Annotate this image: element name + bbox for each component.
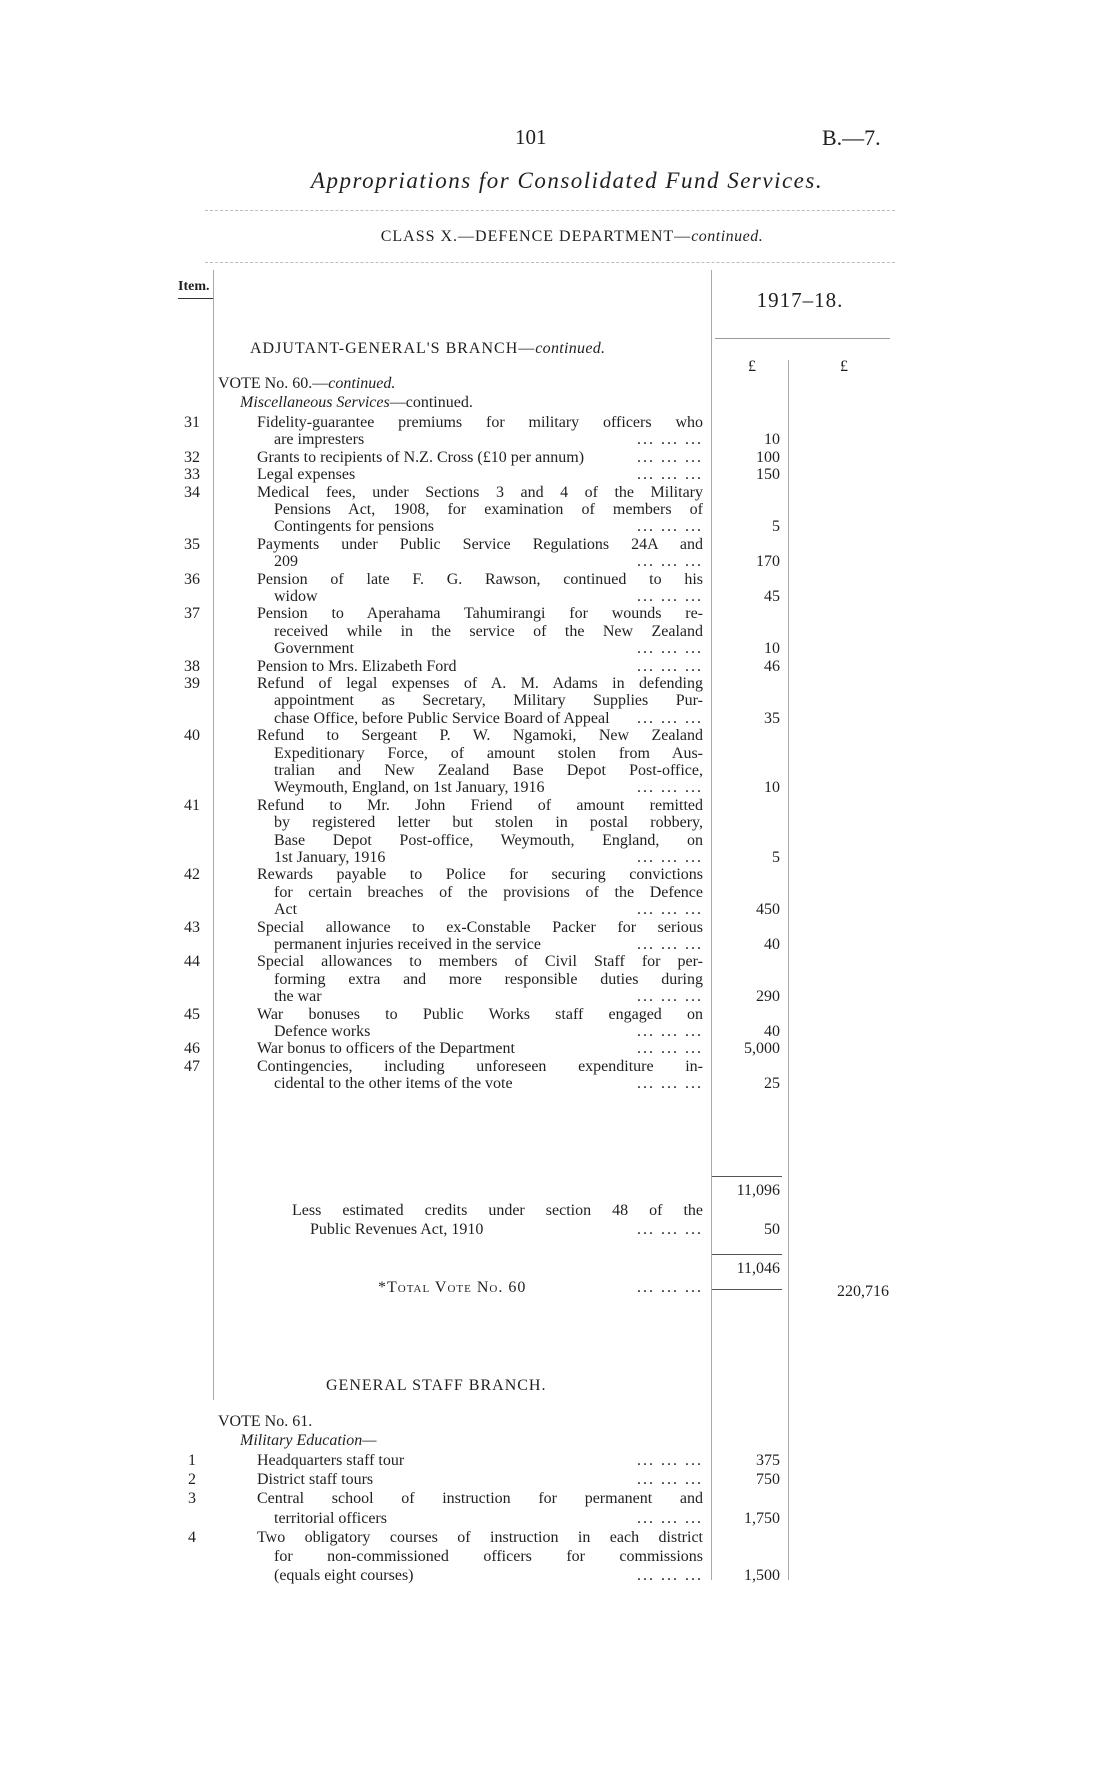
item-description-text: Weymouth, England, on 1st January, 1916 xyxy=(274,779,545,797)
credits-line-1: Less estimated credits under section 48 of the xyxy=(292,1202,703,1219)
item-number: 4 xyxy=(188,1528,196,1546)
credits-line-2 xyxy=(310,1220,703,1239)
item-amount: 1,750 xyxy=(744,1509,780,1527)
table-row xyxy=(0,813,1114,832)
item-amount: 10 xyxy=(764,779,780,797)
table-row xyxy=(0,709,1114,728)
table-row xyxy=(0,570,1114,589)
table-row xyxy=(0,848,1114,867)
table-row xyxy=(0,726,1114,745)
leader-dots: ... ... ... xyxy=(637,448,703,466)
misc-services-continued: —continued. xyxy=(389,394,473,411)
item-description: by registered letter but stolen in postal robbery, xyxy=(274,814,703,832)
item-description: for certain breaches of the provisions of the Defence xyxy=(274,883,703,901)
military-education-subheading xyxy=(240,1432,376,1450)
item-description xyxy=(274,900,703,919)
item-amount: 5 xyxy=(772,518,780,536)
leader-dots: ... ... ... xyxy=(637,657,703,675)
table-row xyxy=(0,1022,1114,1041)
table-row xyxy=(0,1451,1114,1470)
table-row xyxy=(0,430,1114,449)
item-amount: 1,500 xyxy=(744,1567,780,1585)
leader-dots: ... ... ... xyxy=(637,1279,703,1296)
vote-60-label: VOTE No. 60.— xyxy=(218,375,329,392)
item-header-underline xyxy=(178,298,214,299)
item-amount: 46 xyxy=(764,657,780,675)
leader-dots: ... ... ... xyxy=(637,936,703,953)
item-number: 2 xyxy=(188,1471,196,1489)
item-amount: 150 xyxy=(756,466,780,484)
table-row xyxy=(0,1547,1114,1566)
leader-dots: ... ... ... xyxy=(637,901,703,919)
table-row xyxy=(0,1470,1114,1489)
table-row xyxy=(0,987,1114,1006)
total-vote-60-line xyxy=(378,1278,703,1297)
item-description-text: Contingents for pensions xyxy=(274,518,434,536)
table-row xyxy=(0,952,1114,971)
item-amount: 10 xyxy=(764,431,780,449)
leader-dots: ... ... ... xyxy=(637,1567,703,1585)
table-row xyxy=(0,918,1114,937)
table-row xyxy=(0,1039,1114,1058)
class-heading-main: CLASS X.—DEFENCE DEPARTMENT— xyxy=(380,228,692,245)
total-vote-60 xyxy=(378,1278,703,1297)
item-amount: 100 xyxy=(756,448,780,466)
item-description: Refund of legal expenses of A. M. Adams in defending xyxy=(257,675,703,692)
leader-dots: ... ... ... xyxy=(637,431,703,449)
item-number: 37 xyxy=(184,605,200,623)
item-description: forming extra and more responsible duties during xyxy=(274,970,703,988)
item-number: 46 xyxy=(184,1040,200,1058)
table-row xyxy=(0,935,1114,954)
item-number: 32 xyxy=(184,448,200,466)
item-description-text: Legal expenses xyxy=(257,466,356,484)
table-row xyxy=(0,622,1114,641)
item-description xyxy=(274,1074,703,1093)
item-amount: 5 xyxy=(772,849,780,866)
item-number: 40 xyxy=(184,727,200,745)
item-description: Contingencies, including unforeseen expenditure in- xyxy=(257,1057,703,1075)
table-row xyxy=(0,413,1114,432)
table-row xyxy=(0,535,1114,554)
page-title: Appropriations for Consolidated Fund Services. xyxy=(310,168,824,193)
section1-heading-continued: continued. xyxy=(535,340,606,357)
item-column-header: Item. xyxy=(178,279,210,294)
item-description: Fidelity-guarantee premiums for military officers who xyxy=(257,414,703,431)
item-description: Refund to Mr. John Friend of amount remitted xyxy=(257,796,703,814)
item-description xyxy=(274,987,703,1006)
item-amount: 40 xyxy=(764,936,780,953)
item-description-text: Pension to Mrs. Elizabeth Ford xyxy=(257,657,457,675)
item-description-text: widow xyxy=(274,588,318,605)
item-description xyxy=(257,465,703,484)
item-description xyxy=(274,848,703,867)
table-row xyxy=(0,1057,1114,1076)
table-row xyxy=(0,1074,1114,1093)
item-description: Central school of instruction for permanent and xyxy=(257,1490,703,1508)
vote-61-heading: VOTE No. 61. xyxy=(218,1413,313,1430)
item-description-text: Government xyxy=(274,640,354,658)
leader-dots: ... ... ... xyxy=(637,1040,703,1058)
table-row xyxy=(0,831,1114,850)
item-description: Medical fees, under Sections 3 and 4 of the Military xyxy=(257,483,703,501)
item-amount: 290 xyxy=(756,988,780,1006)
subtotal-rule xyxy=(712,1176,782,1177)
table-row xyxy=(0,970,1114,989)
item-description-text: 209 xyxy=(274,553,298,571)
vote-60-continued: continued. xyxy=(328,375,396,392)
leader-dots: ... ... ... xyxy=(637,640,703,658)
table-row xyxy=(0,500,1114,519)
leader-dots: ... ... ... xyxy=(637,1509,703,1527)
item-description: Pensions Act, 1908, for examination of members of xyxy=(274,501,703,518)
item-description xyxy=(274,639,703,658)
item-number: 35 xyxy=(184,535,200,553)
table-row xyxy=(0,1489,1114,1508)
net-underline xyxy=(712,1289,782,1290)
item-description xyxy=(274,709,703,728)
item-description-text: territorial officers xyxy=(274,1509,387,1527)
item-number: 3 xyxy=(188,1490,196,1508)
item-description-text: Headquarters staff tour xyxy=(257,1452,405,1469)
leader-dots: ... ... ... xyxy=(637,553,703,571)
table-row xyxy=(0,744,1114,763)
item-amount: 25 xyxy=(764,1075,780,1093)
item-description: tralian and New Zealand Base Depot Post-office, xyxy=(274,762,703,779)
section1-heading: ADJUTANT-GENERAL'S BRANCH— xyxy=(250,340,536,357)
page-number: 101 xyxy=(515,125,547,149)
item-description xyxy=(274,552,703,571)
table-row xyxy=(0,639,1114,658)
item-amount: 170 xyxy=(756,553,780,571)
item-amount: 45 xyxy=(764,588,780,605)
item-amount: 10 xyxy=(764,640,780,658)
class-heading-divider xyxy=(205,262,895,263)
item-amount: 450 xyxy=(756,901,780,919)
table-row xyxy=(0,865,1114,884)
table-row xyxy=(0,465,1114,484)
leader-dots: ... ... ... xyxy=(637,1023,703,1040)
item-description: Special allowances to members of Civil Staff for per- xyxy=(257,953,703,971)
item-description-text: War bonus to officers of the Department xyxy=(257,1040,515,1058)
item-description: appointment as Secretary, Military Supplies Pur- xyxy=(274,692,703,710)
item-description: Rewards payable to Police for securing convictions xyxy=(257,866,703,884)
leader-dots: ... ... ... xyxy=(637,709,703,727)
item-amount: 40 xyxy=(764,1023,780,1040)
table-row xyxy=(0,1509,1114,1528)
general-staff-heading: GENERAL STAFF BRANCH. xyxy=(326,1377,547,1394)
item-description: Pension of late F. G. Rawson, continued to his xyxy=(257,570,703,588)
class-heading-continued: continued. xyxy=(691,228,764,245)
item-description: Pension to Aperahama Tahumirangi for wounds re- xyxy=(257,605,703,623)
credits-line-2-text: Public Revenues Act, 1910 xyxy=(310,1221,484,1239)
table-row xyxy=(0,778,1114,797)
item-description xyxy=(274,1509,703,1528)
item-description: received while in the service of the New Zealand xyxy=(274,622,703,640)
item-description: Payments under Public Service Regulations 24A and xyxy=(257,535,703,553)
item-description: Base Depot Post-office, Weymouth, England, on xyxy=(274,831,703,849)
vote-60-heading xyxy=(218,375,395,393)
item-description-text: Defence works xyxy=(274,1023,371,1040)
item-description xyxy=(257,1451,703,1470)
item-amount: 750 xyxy=(756,1471,780,1489)
military-education-label: Military Education— xyxy=(240,1432,377,1449)
table-row xyxy=(0,517,1114,536)
subtotal-amount: 11,096 xyxy=(736,1182,780,1199)
item-description xyxy=(257,448,703,467)
year-header-rule xyxy=(715,338,890,339)
leader-dots: ... ... ... xyxy=(637,588,703,605)
item-description xyxy=(274,430,703,449)
leader-dots: ... ... ... xyxy=(637,849,703,866)
leader-dots: ... ... ... xyxy=(637,518,703,536)
leader-dots: ... ... ... xyxy=(637,1471,703,1489)
item-description-text: are impresters xyxy=(274,431,365,449)
adjutant-general-heading xyxy=(250,340,605,358)
table-row xyxy=(0,552,1114,571)
table-row xyxy=(0,587,1114,606)
year-column-header: 1917–18. xyxy=(756,288,844,312)
item-description-text: Act xyxy=(274,901,298,919)
item-number: 1 xyxy=(188,1452,196,1469)
item-description xyxy=(274,1022,703,1041)
item-description xyxy=(274,778,703,797)
item-amount: 35 xyxy=(764,709,780,727)
table-row xyxy=(0,1566,1114,1585)
item-description-text: permanent injuries received in the service xyxy=(274,936,541,953)
item-description-text: Grants to recipients of N.Z. Cross (£10 per annum) xyxy=(257,448,585,466)
item-number: 36 xyxy=(184,570,200,588)
item-number: 44 xyxy=(184,953,200,971)
net-rule xyxy=(712,1254,782,1255)
item-description xyxy=(274,517,703,536)
item-description-text: (equals eight courses) xyxy=(274,1567,414,1585)
item-amount: 375 xyxy=(756,1452,780,1469)
table-row xyxy=(0,883,1114,902)
item-description-text: the war xyxy=(274,988,322,1006)
item-number: 41 xyxy=(184,796,200,814)
pound-sign-1: £ xyxy=(748,358,756,375)
table-row xyxy=(0,674,1114,693)
total-vote-60-label: *Total Vote No. 60 xyxy=(378,1279,527,1296)
item-description xyxy=(274,587,703,606)
pound-sign-2: £ xyxy=(840,358,848,375)
item-description-text: 1st January, 1916 xyxy=(274,849,386,866)
item-description: Two obligatory courses of instruction in each district xyxy=(257,1528,703,1546)
item-description xyxy=(257,657,703,676)
item-description-text: District staff tours xyxy=(257,1471,374,1489)
leader-dots: ... ... ... xyxy=(637,988,703,1006)
item-number: 47 xyxy=(184,1057,200,1075)
item-number: 45 xyxy=(184,1005,200,1023)
item-description: Refund to Sergeant P. W. Ngamoki, New Zealand xyxy=(257,727,703,745)
item-description: War bonuses to Public Works staff engaged on xyxy=(257,1005,703,1023)
title-divider xyxy=(205,210,895,211)
table-row xyxy=(0,604,1114,623)
item-number: 43 xyxy=(184,918,200,936)
item-description-text: cidental to the other items of the vote xyxy=(274,1075,513,1093)
table-row xyxy=(0,900,1114,919)
item-number: 38 xyxy=(184,657,200,675)
item-description xyxy=(274,935,703,954)
leader-dots: ... ... ... xyxy=(637,1221,703,1239)
item-number: 34 xyxy=(184,483,200,501)
table-row xyxy=(0,483,1114,502)
total-vote-60-amount: 220,716 xyxy=(837,1283,889,1300)
item-description: Expeditionary Force, of amount stolen from Aus- xyxy=(274,744,703,762)
item-number: 42 xyxy=(184,866,200,884)
item-description: Special allowance to ex-Constable Packer for serious xyxy=(257,918,703,936)
item-description-text: chase Office, before Public Service Board of Appeal xyxy=(274,709,610,727)
item-description: for non-commissioned officers for commissions xyxy=(274,1548,703,1565)
misc-services-label: Miscellaneous Services xyxy=(240,394,390,411)
item-description xyxy=(257,1039,703,1058)
table-row xyxy=(0,657,1114,676)
net-amount: 11,046 xyxy=(736,1260,780,1277)
leader-dots: ... ... ... xyxy=(637,1452,703,1469)
leader-dots: ... ... ... xyxy=(637,466,703,484)
leader-dots: ... ... ... xyxy=(637,1075,703,1093)
table-row xyxy=(0,1005,1114,1024)
leader-dots: ... ... ... xyxy=(637,779,703,797)
item-description xyxy=(274,1566,703,1585)
misc-services-subheading xyxy=(240,394,473,412)
credits-text xyxy=(292,1201,703,1240)
table-row xyxy=(0,796,1114,815)
credits-amount: 50 xyxy=(764,1221,780,1238)
table-row xyxy=(0,691,1114,710)
table-row xyxy=(0,1528,1114,1547)
class-heading xyxy=(0,228,1114,246)
item-description xyxy=(257,1470,703,1489)
item-number: 33 xyxy=(184,466,200,484)
item-amount: 5,000 xyxy=(744,1040,780,1058)
item-number: 39 xyxy=(184,675,200,692)
table-row xyxy=(0,448,1114,467)
document-reference: B.—7. xyxy=(822,125,881,150)
table-row xyxy=(0,761,1114,780)
item-number: 31 xyxy=(184,414,200,431)
